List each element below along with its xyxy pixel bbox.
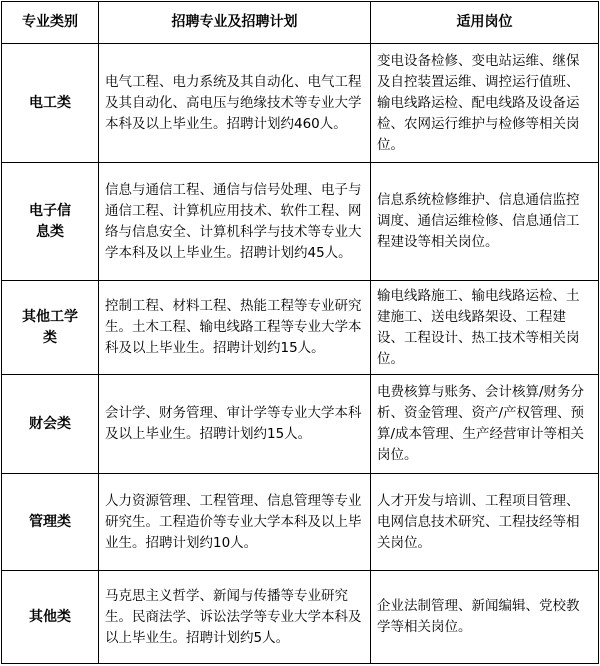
table-row: [2, 474, 599, 571]
positions-cell: 企业法制管理、新闻编辑、党校教学等相关岗位。: [371, 571, 599, 664]
positions-cell: 变电设备检修、变电站运维、继保及自控装置运维、调控运行值班、输电线路运检、配电线路及设备运检、农网运行维护与检修等相关岗位。: [371, 44, 599, 163]
category-label: 电子信息类: [28, 202, 71, 240]
header-row: [2, 2, 599, 44]
majors-cell: 信息与通信工程、通信与信号处理、电子与通信工程、计算机应用技术、软件工程、网络与信息安全、计算机科学与技术等专业大学本科及以上毕业生。招聘计划约45人。: [99, 163, 371, 281]
majors-cell: 马克思主义哲学、新闻与传播等专业研究生。民商法学、诉讼法学等专业大学本科及以上毕业生。招聘计划约5人。: [99, 571, 371, 664]
majors-cell: 会计学、财务管理、审计学等专业大学本科及以上毕业生。招聘计划约15人。: [99, 375, 371, 474]
category-cell: 其他类: [2, 571, 99, 664]
header-category: 专业类别: [2, 2, 99, 44]
positions-cell: 电费核算与账务、会计核算/财务分析、资金管理、资产/产权管理、预算/成本管理、生产经营审计等相关岗位。: [371, 375, 599, 474]
category-cell: [2, 163, 99, 281]
table-row: [2, 281, 599, 375]
header-positions: 适用岗位: [371, 2, 599, 44]
category-cell: 财会类: [2, 375, 99, 474]
category-cell: 电工类: [2, 44, 99, 163]
table-row: [2, 44, 599, 163]
positions-cell: 输电线路施工、输电线路运检、土建施工、送电线路架设、工程建设、工程设计、热工技术等相关岗位。: [371, 281, 599, 375]
majors-cell: 电气工程、电力系统及其自动化、电气工程及其自动化、高电压与绝缘技术等专业大学本科及以上毕业生。招聘计划约460人。: [99, 44, 371, 163]
recruitment-table: [1, 1, 599, 664]
majors-cell: 人力资源管理、工程管理、信息管理等专业研究生。工程造价等专业大学本科及以上毕业生。招聘计划约10人。: [99, 474, 371, 571]
table-row: [2, 375, 599, 474]
positions-cell: 信息系统检修维护、信息通信监控调度、通信运维检修、信息通信工程建设等相关岗位。: [371, 163, 599, 281]
category-cell: 管理类: [2, 474, 99, 571]
category-cell: [2, 281, 99, 375]
category-label: 其他工学类: [21, 308, 78, 346]
positions-cell: 人才开发与培训、工程项目管理、电网信息技术研究、工程技经等相关岗位。: [371, 474, 599, 571]
table-row: [2, 571, 599, 664]
majors-cell: 控制工程、材料工程、热能工程等专业研究生。土木工程、输电线路工程等专业大学本科及以上毕业生。招聘计划约15人。: [99, 281, 371, 375]
header-majors-plan: 招聘专业及招聘计划: [99, 2, 371, 44]
table-row: [2, 163, 599, 281]
